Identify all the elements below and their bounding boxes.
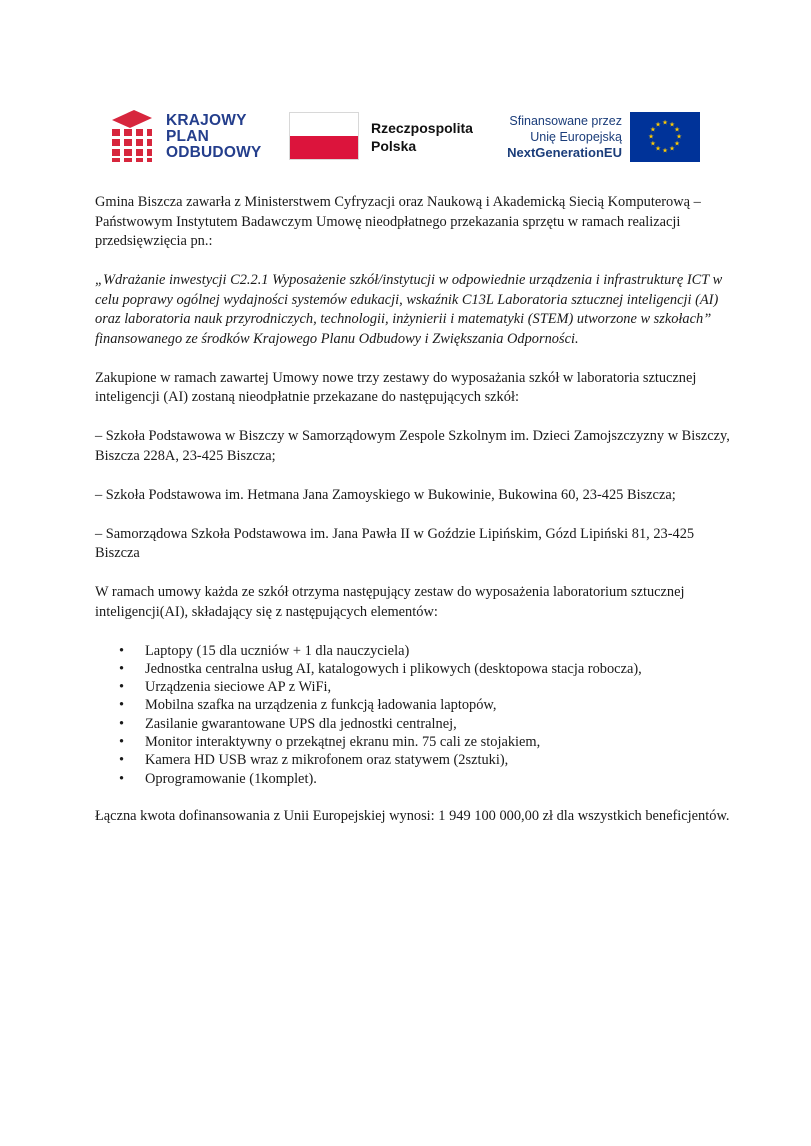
list-item-text: Zasilanie gwarantowane UPS dla jednostki centralnej,	[145, 715, 457, 732]
list-item	[119, 751, 735, 769]
list-item-text: Monitor interaktywny o przekątnej ekranu min. 75 cali ze stojakiem,	[145, 733, 541, 750]
eu-line-1: Sfinansowane przez	[509, 114, 622, 128]
logo-strip	[110, 106, 700, 168]
bullet-icon: •	[119, 733, 125, 750]
list-item-text: Laptopy (15 dla uczniów + 1 dla nauczyciela)	[145, 642, 410, 659]
list-item	[119, 715, 735, 733]
svg-text:★: ★	[662, 146, 668, 155]
set-intro-paragraph: W ramach umowy każda ze szkół otrzyma następujący zestaw do wyposażenia laboratorium sztucznej inteligencji(AI), składający się z następujących elementów:	[95, 584, 685, 620]
bullet-icon: •	[119, 679, 125, 696]
bullet-icon: •	[119, 697, 125, 714]
svg-text:★: ★	[649, 139, 656, 148]
kpo-line-2: PLAN	[166, 128, 209, 145]
total-paragraph: Łączna kwota dofinansowania z Unii Europejskiej wynosi: 1 949 100 000,00 zł dla wszystkich beneficjentów.	[95, 808, 730, 825]
bullet-icon: •	[119, 642, 125, 659]
kpo-line-1: KRAJOWY	[166, 112, 247, 129]
svg-text:★: ★	[669, 144, 675, 153]
list-item	[119, 770, 735, 788]
kpo-logo-mark	[110, 110, 154, 162]
school-1: – Szkoła Podstawowa w Biszczy w Samorządowym Zespole Szkolnym im. Dzieci Zamojszczyzny w Biszczy, Biszcza 228A, 23-425 Biszcza;	[95, 428, 730, 464]
svg-text:★: ★	[649, 125, 656, 134]
poland-logo-text	[371, 119, 473, 155]
svg-text:★: ★	[676, 132, 682, 141]
list-item	[119, 733, 735, 751]
bullet-icon: •	[119, 752, 125, 769]
eu-logo-text	[496, 113, 622, 161]
bullet-icon: •	[119, 770, 125, 787]
list-item-text: Jednostka centralna usług AI, katalogowych i plikowych (desktopowa stacja robocza),	[145, 660, 642, 677]
svg-text:★: ★	[655, 144, 661, 153]
list-item-text: Mobilna szafka na urządzenia z funkcją ładowania laptopów,	[145, 697, 497, 714]
poland-line-2: Polska	[371, 138, 417, 154]
poland-line-1: Rzeczpospolita	[371, 120, 473, 136]
svg-text:★: ★	[674, 139, 681, 148]
list-item	[119, 660, 735, 678]
svg-text:★: ★	[655, 120, 661, 129]
list-item	[119, 678, 735, 696]
list-item-text: Urządzenia sieciowe AP z WiFi,	[145, 679, 332, 696]
project-quote: „Wdrażanie inwestycji C2.2.1 Wyposażenie szkół/instytucji w odpowiednie urządzenia i infrastrukturę ICT w celu poprawy ogólnej wydajności systemów edukacji, wskaźnik C13L Laboratoria sztucznej inteligencji (AI) oraz laboratoria nauk przyrodniczych, technologii, inżynierii i matematyki (STEM) utworzone w szkołach” finansowanego ze środków Krajowego Planu Odbudowy i Zwiększania Odporności.	[95, 272, 723, 347]
list-item	[119, 696, 735, 714]
bullet-icon: •	[119, 715, 125, 732]
list-item-text: Kamera HD USB wraz z mikrofonem oraz statywem (2sztuki),	[145, 752, 509, 769]
eu-flag-icon	[630, 112, 700, 162]
svg-text:★: ★	[674, 125, 681, 134]
poland-logo	[289, 112, 479, 164]
school-2: – Szkoła Podstawowa im. Hetmana Jana Zamoyskiego w Bukowinie, Bukowina 60, 23-425 Biszcza;	[95, 486, 676, 503]
eu-line-2: Unię Europejską	[530, 130, 622, 144]
kpo-logo	[110, 110, 270, 166]
document-body	[95, 193, 735, 846]
poland-flag-icon	[289, 112, 359, 160]
list-item-text: Oprogramowanie (1komplet).	[145, 770, 317, 787]
bullet-icon: •	[119, 660, 125, 677]
list-item	[119, 642, 735, 660]
equipment-list	[95, 642, 735, 788]
purchase-paragraph: Zakupione w ramach zawartej Umowy nowe trzy zestawy do wyposażania szkół w laboratoria sztucznej inteligencji (AI) zostaną nieodpłatnie przekazane do następujących szkół:	[95, 369, 697, 405]
kpo-logo-text	[166, 113, 261, 161]
school-3: – Samorządowa Szkoła Podstawowa im. Jana Pawła II w Goździe Lipińskim, Gózd Lipiński 81, 23-425 Biszcza	[95, 525, 695, 561]
eu-line-3: NextGenerationEU	[507, 145, 622, 160]
svg-text:★: ★	[669, 120, 675, 129]
intro-paragraph: Gmina Biszcza zawarła z Ministerstwem Cyfryzacji oraz Naukową i Akademicką Siecią Komputerową – Państwowym Instytutem Badawczym Umowę nieodpłatnego przekazania sprzętu w ramach realizacji przedsięwzięcia pn.:	[95, 194, 701, 249]
eu-logo	[496, 110, 700, 164]
kpo-line-3: ODBUDOWY	[166, 144, 262, 161]
svg-text:★: ★	[648, 132, 654, 141]
svg-text:★: ★	[662, 118, 668, 127]
